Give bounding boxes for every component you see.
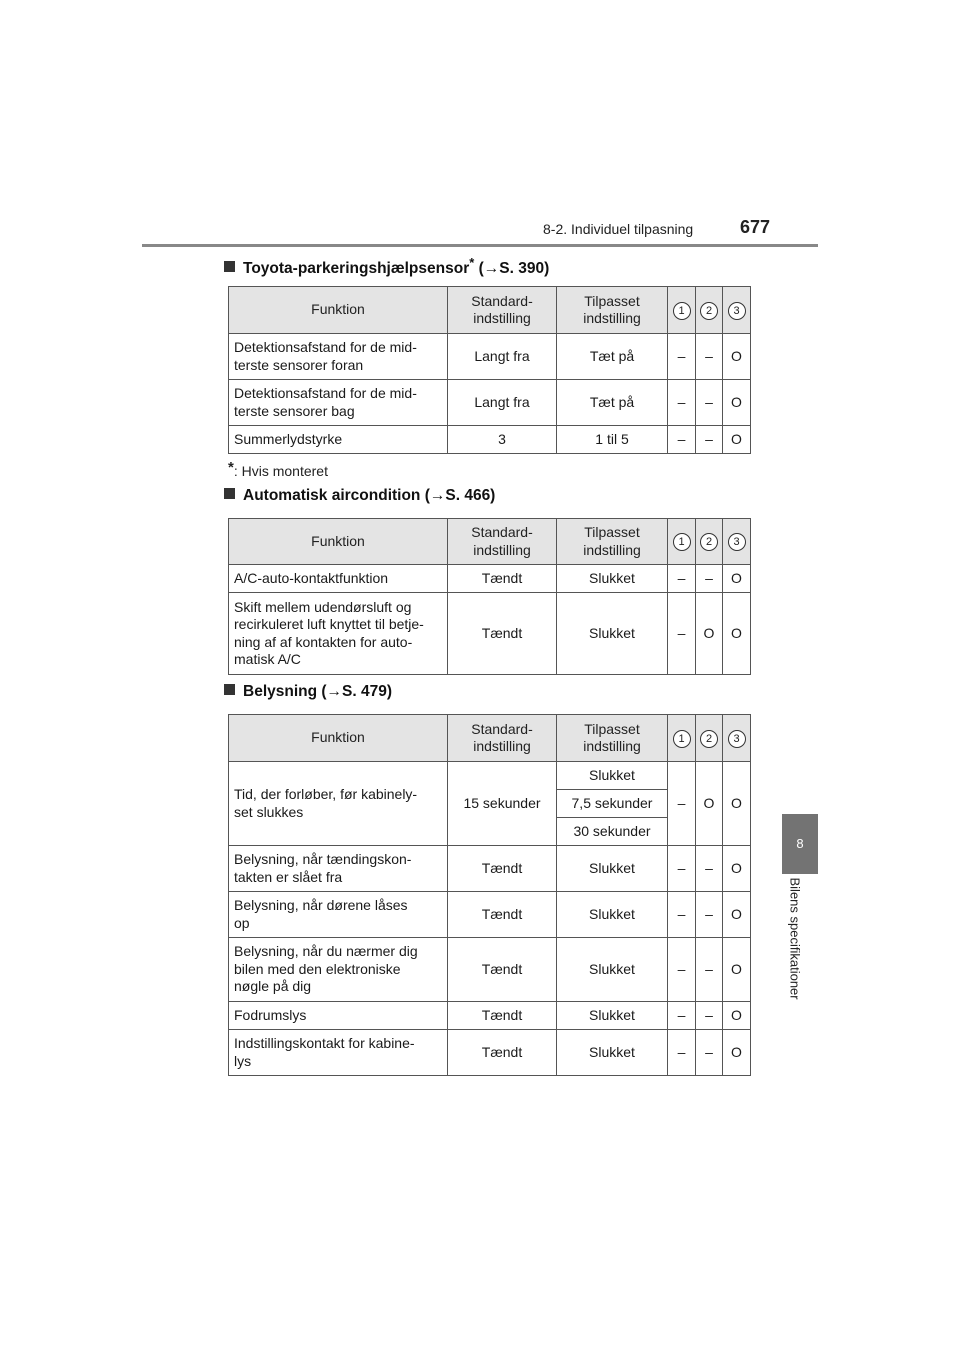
table-row — [229, 762, 751, 790]
cell-tilpasset: Tæt på — [557, 380, 668, 426]
chapter-label — [783, 877, 807, 1020]
col-standard — [448, 715, 557, 762]
circled-3-icon: 3 — [728, 730, 746, 748]
cell-c3: O — [723, 426, 751, 454]
cell-tilpasset: Slukket — [557, 938, 668, 1002]
cell-funktion-text: Fodrumslys — [234, 1006, 307, 1023]
cell-funktion-text: Detektionsafstand for de mid- terste sensorer foran — [234, 339, 417, 373]
cell-c1: – — [668, 334, 696, 380]
cell-funktion-text: Belysning, når dørene låses op — [234, 897, 408, 931]
table-row — [229, 1030, 751, 1076]
cell-c3: O — [723, 1030, 751, 1076]
circled-3-icon: 3 — [728, 302, 746, 320]
cell-c1: – — [668, 426, 696, 454]
cell-tilpasset: Slukket — [557, 593, 668, 675]
circled-2-icon: 2 — [700, 533, 718, 551]
cell-c3: O — [723, 892, 751, 938]
cell-c1: – — [668, 938, 696, 1002]
cell-tilpasset: 30 sekunder — [557, 818, 668, 846]
cell-c1: – — [668, 892, 696, 938]
table-header-row — [229, 519, 751, 565]
cell-funktion-text: Summerlydstyrke — [234, 430, 343, 447]
cell-tilpasset: Tæt på — [557, 334, 668, 380]
section-title: Belysning — [243, 683, 318, 700]
cell-funktion — [229, 334, 448, 380]
section-ref: (→S. 466) — [420, 487, 496, 504]
cell-funktion — [229, 565, 448, 593]
cell-funktion — [229, 938, 448, 1002]
cell-funktion — [229, 1002, 448, 1030]
table-parking-sensor — [228, 286, 751, 454]
cell-funktion-text: Detektionsafstand for de mid- terste sensorer bag — [234, 385, 417, 419]
col-2 — [696, 519, 723, 565]
cell-funktion — [229, 1030, 448, 1076]
cell-standard: Tændt — [448, 565, 557, 593]
cell-c2: – — [696, 938, 723, 1002]
table-row — [229, 380, 751, 426]
cell-c2: – — [696, 1030, 723, 1076]
circled-3-icon: 3 — [728, 533, 746, 551]
col-standard — [448, 287, 557, 334]
cell-c1: – — [668, 846, 696, 892]
cell-c3: O — [723, 846, 751, 892]
col-3 — [723, 287, 751, 334]
col-standard-text: Standard- indstilling — [471, 292, 533, 326]
footnote — [228, 459, 328, 479]
section-heading-aircondition — [224, 487, 495, 505]
section-heading-parking-sensor — [224, 255, 549, 278]
cell-standard: Langt fra — [448, 334, 557, 380]
chapter-tab — [782, 814, 818, 874]
chapter-label-text: Bilens specifikationer — [787, 877, 803, 1000]
cell-c2: O — [696, 593, 723, 675]
cell-c3: O — [723, 938, 751, 1002]
cell-c1: – — [668, 762, 696, 846]
circled-2-icon: 2 — [700, 302, 718, 320]
col-tilpasset-text: Tilpasset indstilling — [583, 720, 641, 754]
section-heading-belysning — [224, 683, 392, 701]
table-aircondition — [228, 518, 751, 675]
cell-funktion-text: Indstillingskontakt for kabine- lys — [234, 1035, 415, 1069]
col-standard-text: Standard- indstilling — [471, 720, 533, 754]
cell-c1: – — [668, 1030, 696, 1076]
cell-tilpasset: Slukket — [557, 1002, 668, 1030]
cell-tilpasset: 1 til 5 — [557, 426, 668, 454]
table-header-row — [229, 715, 751, 762]
table-row — [229, 892, 751, 938]
cell-c2: – — [696, 565, 723, 593]
table-row — [229, 846, 751, 892]
cell-standard: Tændt — [448, 1002, 557, 1030]
cell-funktion — [229, 426, 448, 454]
col-2 — [696, 287, 723, 334]
cell-standard: Tændt — [448, 892, 557, 938]
header-section-title: 8-2. Individuel tilpasning — [543, 221, 694, 237]
cell-tilpasset: Slukket — [557, 762, 668, 790]
section-ref: (→S. 390) — [474, 260, 550, 277]
section-star: * — [469, 255, 475, 270]
cell-c2: – — [696, 892, 723, 938]
col-1 — [668, 519, 696, 565]
col-funktion: Funktion — [229, 287, 448, 334]
cell-tilpasset: Slukket — [557, 1030, 668, 1076]
cell-standard: Tændt — [448, 593, 557, 675]
table-row — [229, 565, 751, 593]
cell-c3: O — [723, 565, 751, 593]
square-bullet-icon — [224, 261, 235, 272]
cell-funktion — [229, 846, 448, 892]
cell-funktion-text: Belysning, når du nærmer dig bilen med den elektroniske nøgle på dig — [234, 943, 418, 995]
cell-tilpasset: 7,5 sekunder — [557, 790, 668, 818]
col-funktion: Funktion — [229, 715, 448, 762]
cell-tilpasset: Slukket — [557, 565, 668, 593]
section-title: Automatisk aircondition — [243, 487, 421, 504]
cell-c2: – — [696, 846, 723, 892]
cell-funktion-text: A/C-auto-kontaktfunktion — [234, 569, 389, 586]
cell-standard: 15 sekunder — [448, 762, 557, 846]
cell-c2: O — [696, 762, 723, 846]
table-row — [229, 334, 751, 380]
col-2 — [696, 715, 723, 762]
cell-standard: Tændt — [448, 1030, 557, 1076]
page-number: 677 — [740, 217, 771, 237]
cell-c2: – — [696, 426, 723, 454]
col-1 — [668, 715, 696, 762]
col-3 — [723, 519, 751, 565]
cell-funktion — [229, 762, 448, 846]
table-belysning — [228, 714, 751, 1076]
col-tilpasset — [557, 519, 668, 565]
table-row — [229, 593, 751, 675]
cell-funktion-text: Skift mellem udendørsluft og recirkuleret luft knyttet til betje- ning af af kontakten for auto- matisk A/C — [234, 598, 424, 667]
circled-1-icon: 1 — [673, 302, 691, 320]
table-header-row — [229, 287, 751, 334]
square-bullet-icon — [224, 488, 235, 499]
col-1 — [668, 287, 696, 334]
cell-c2: – — [696, 334, 723, 380]
cell-c3: O — [723, 593, 751, 675]
cell-funktion-text: Belysning, når tændingskon- takten er slået fra — [234, 851, 412, 885]
cell-standard: Langt fra — [448, 380, 557, 426]
cell-c2: – — [696, 380, 723, 426]
section-title: Toyota-parkeringshjælpsensor — [243, 260, 470, 277]
cell-standard: 3 — [448, 426, 557, 454]
table-row — [229, 426, 751, 454]
circled-1-icon: 1 — [673, 730, 691, 748]
col-3 — [723, 715, 751, 762]
col-standard-text: Standard- indstilling — [471, 524, 533, 558]
chapter-tab-number: 8 — [796, 836, 804, 851]
col-tilpasset-text: Tilpasset indstilling — [583, 292, 641, 326]
col-tilpasset — [557, 715, 668, 762]
cell-funktion-text: Tid, der forløber, før kabinely- set slukkes — [234, 786, 418, 820]
col-tilpasset — [557, 287, 668, 334]
cell-c1: – — [668, 380, 696, 426]
col-funktion: Funktion — [229, 519, 448, 565]
footnote-text: : Hvis monteret — [233, 463, 328, 479]
cell-standard: Tændt — [448, 846, 557, 892]
cell-c2: – — [696, 1002, 723, 1030]
cell-funktion — [229, 593, 448, 675]
cell-c3: O — [723, 334, 751, 380]
cell-c1: – — [668, 565, 696, 593]
section-ref: (→S. 479) — [317, 683, 393, 700]
circled-2-icon: 2 — [700, 730, 718, 748]
table-row — [229, 938, 751, 1002]
cell-c1: – — [668, 1002, 696, 1030]
cell-tilpasset: Slukket — [557, 892, 668, 938]
cell-c3: O — [723, 762, 751, 846]
col-tilpasset-text: Tilpasset indstilling — [583, 524, 641, 558]
table-row — [229, 1002, 751, 1030]
header-rule — [142, 244, 818, 247]
cell-c1: – — [668, 593, 696, 675]
cell-tilpasset: Slukket — [557, 846, 668, 892]
square-bullet-icon — [224, 684, 235, 695]
cell-c3: O — [723, 1002, 751, 1030]
cell-funktion — [229, 892, 448, 938]
cell-funktion — [229, 380, 448, 426]
col-standard — [448, 519, 557, 565]
cell-standard: Tændt — [448, 938, 557, 1002]
circled-1-icon: 1 — [673, 533, 691, 551]
cell-c3: O — [723, 380, 751, 426]
footnote-star: * — [228, 459, 234, 476]
